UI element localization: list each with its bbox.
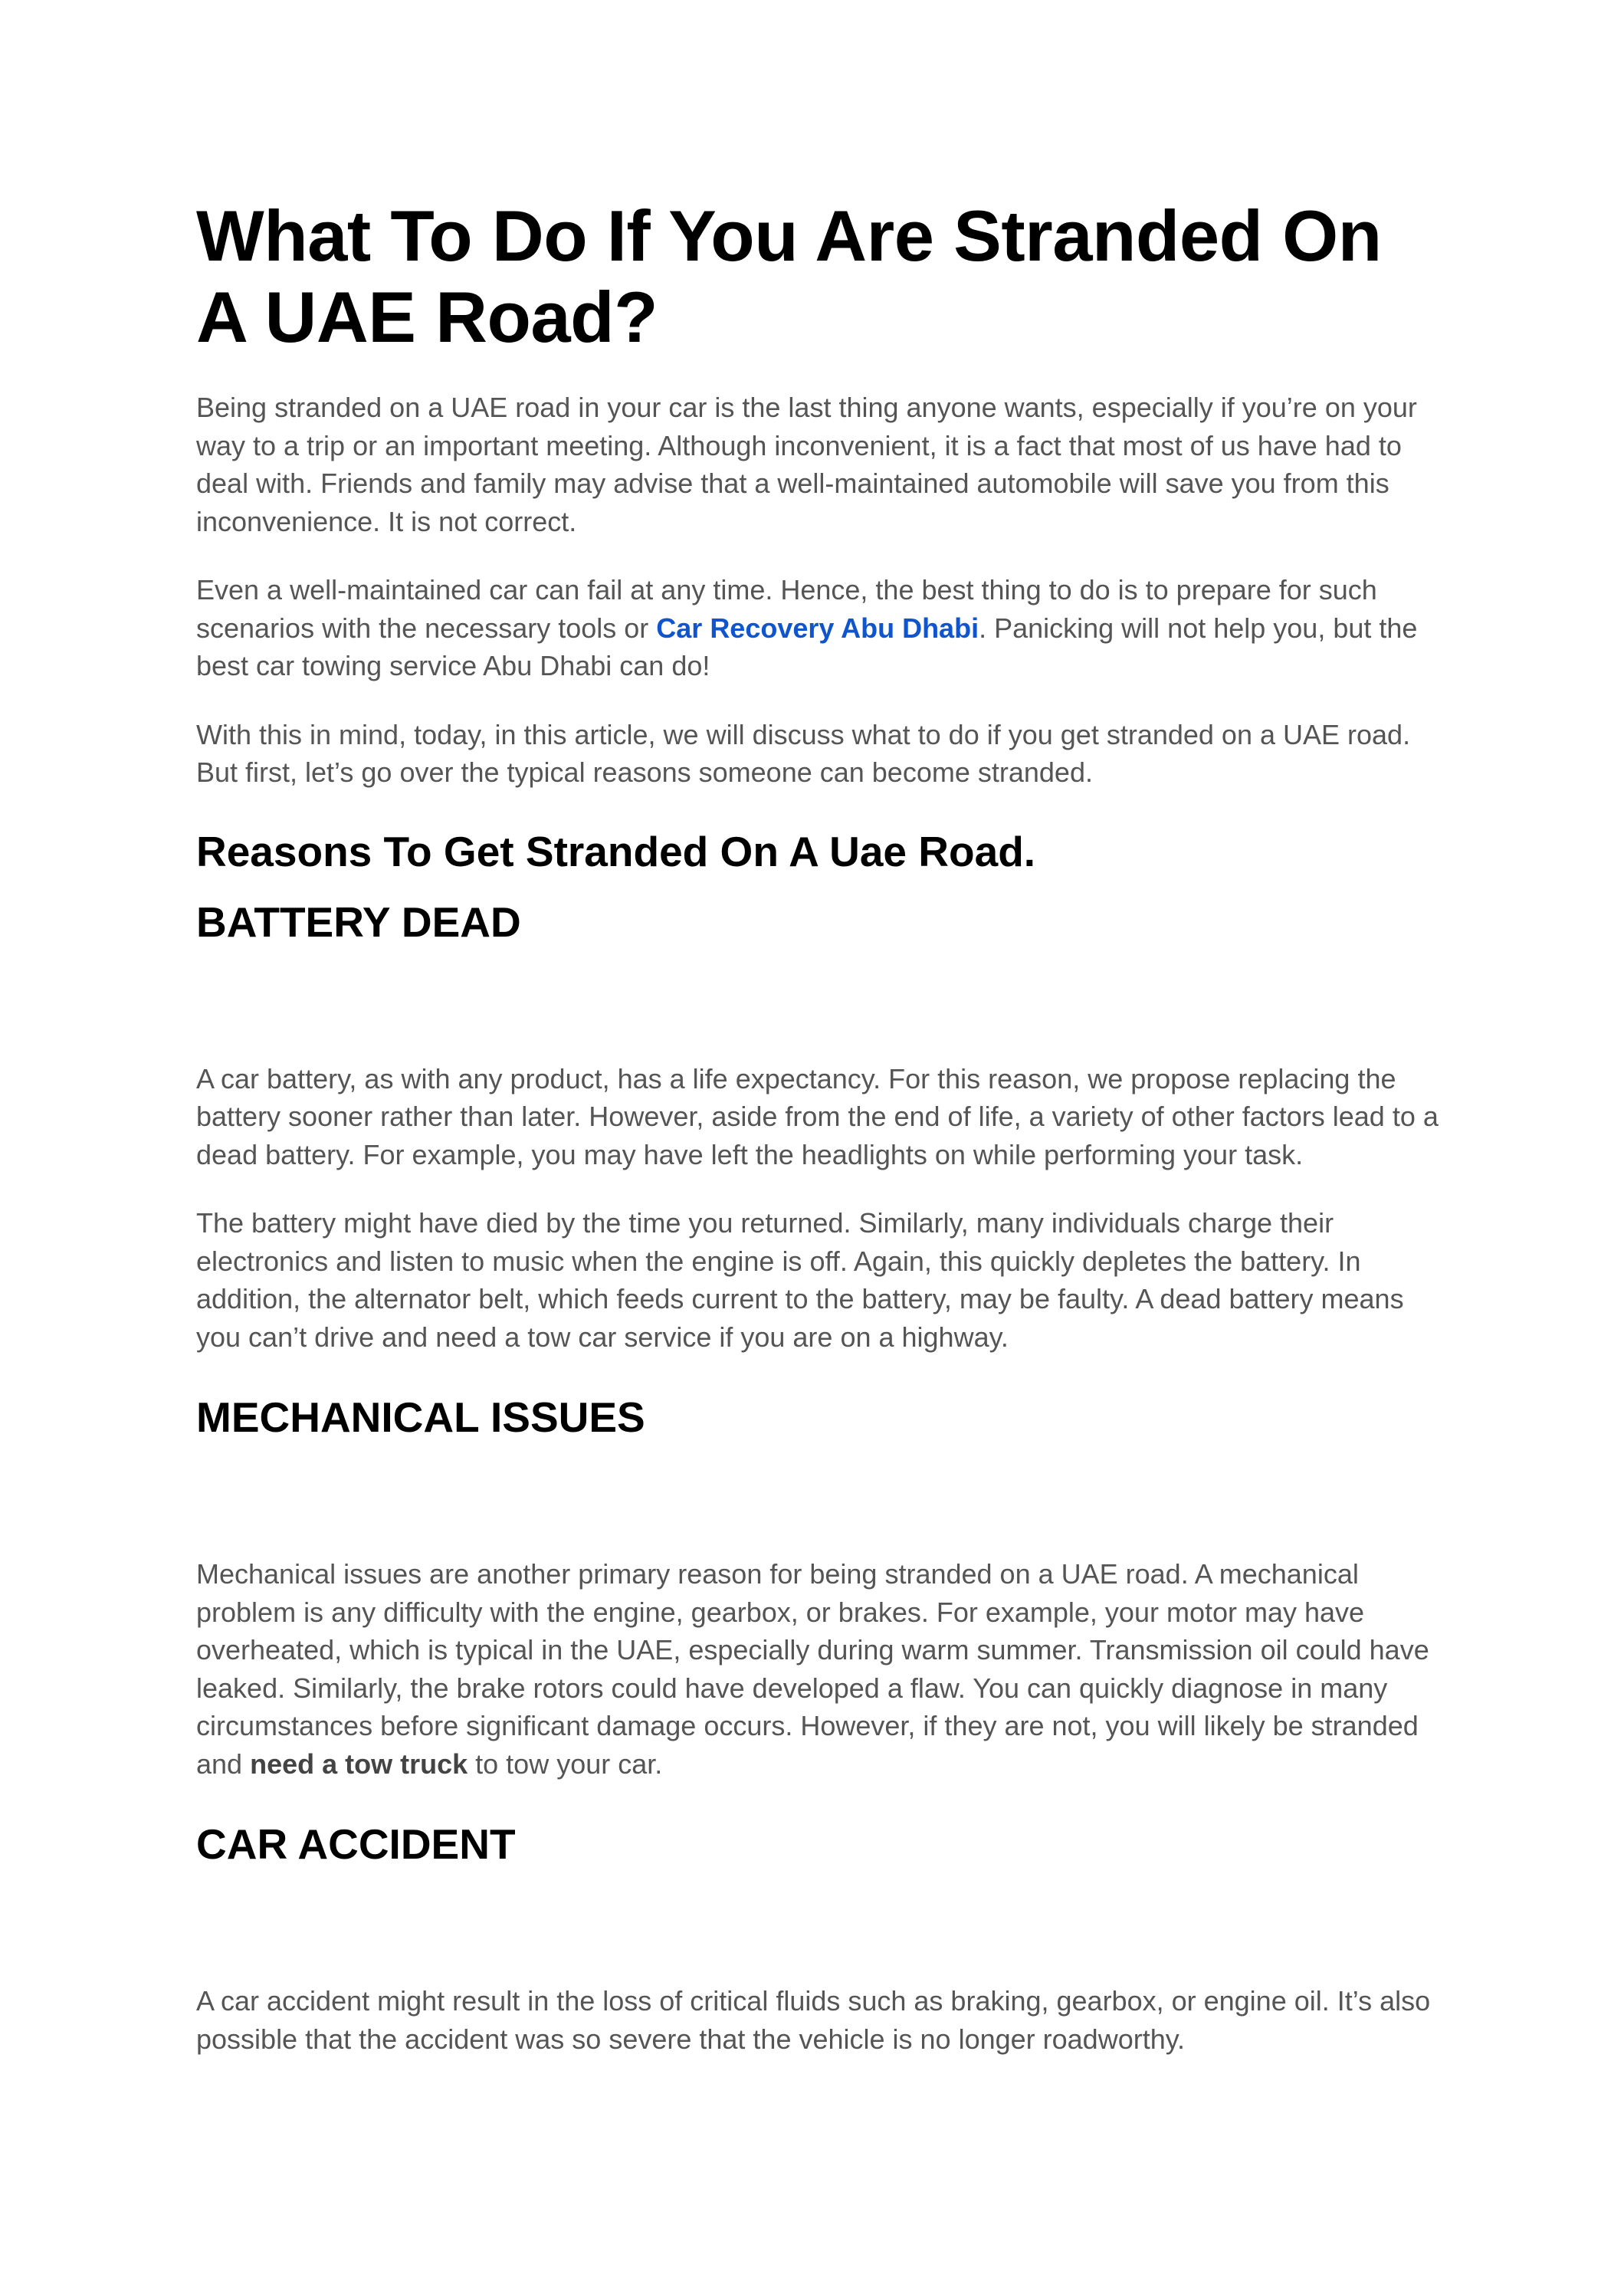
- intro-paragraph-2: [196, 571, 1442, 685]
- page-title: What To Do If You Are Stranded On A UAE Road?: [196, 195, 1382, 357]
- intro-paragraph-2-text-start: Even a well-maintained car can fail at any time. Hence, the best thing to do is to prepare for such scenarios with the necessary tools or: [196, 574, 1377, 644]
- battery-dead-heading: BATTERY DEAD: [196, 898, 521, 946]
- battery-paragraph-1: A car battery, as with any product, has a life expectancy. For this reason, we propose replacing the battery sooner rather than later. However, aside from the end of life, a variety of other factors lead to a dead battery. For example, you may have left the headlights on while performing your task.: [196, 1062, 1439, 1170]
- intro-paragraph-2-text-end: . Panicking will not help you, but the best car towing service Abu Dhabi can do!: [196, 612, 1418, 681]
- image-placeholder-space: [196, 947, 1442, 1060]
- reasons-heading: Reasons To Get Stranded On A Uae Road.: [196, 827, 1036, 875]
- car-recovery-abu-dhabi-link[interactable]: Car Recovery Abu Dhabi: [656, 612, 979, 644]
- mechanical-text-end: to tow your car.: [468, 1748, 663, 1780]
- intro-paragraph-1: Being stranded on a UAE road in your car is the last thing anyone wants, especially if you’re on your way to a trip or an important meeting. Although inconvenient, it is a fact that most of us have had to deal with. Friends and family may advise that a well-maintained automobile will save you from this inconvenience. It is not correct.: [196, 392, 1417, 537]
- mechanical-paragraph-1: [196, 1555, 1442, 1783]
- image-placeholder-space: [196, 1869, 1442, 1982]
- image-placeholder-space: [196, 1442, 1442, 1555]
- need-a-tow-truck-bold: need a tow truck: [250, 1748, 468, 1780]
- battery-paragraph-2: The battery might have died by the time you returned. Similarly, many individuals charge their electronics and listen to music when the engine is off. Again, this quickly depletes the battery. In addition, the alternator belt, which feeds current to the battery, may be faulty. A dead battery means you can’t drive and need a tow car service if you are on a highway.: [196, 1207, 1404, 1353]
- article-content: [196, 195, 1442, 2058]
- accident-paragraph-1: A car accident might result in the loss of critical fluids such as braking, gearbox, or engine oil. It’s also possible that the accident was so severe that the vehicle is no longer roadworthy.: [196, 1985, 1431, 2055]
- mechanical-issues-heading: MECHANICAL ISSUES: [196, 1393, 645, 1441]
- mechanical-text-start: Mechanical issues are another primary reason for being stranded on a UAE road. A mechanical problem is any difficulty with the engine, gearbox, or brakes. For example, your motor may have overheated, which is typical in the UAE, especially during warm summer. Transmission oil could have leaked. Similarly, the brake rotors could have developed a flaw. You can quickly diagnose in many circumstances before significant damage occurs. However, if they are not, you will likely be stranded and: [196, 1558, 1429, 1780]
- car-accident-heading: CAR ACCIDENT: [196, 1820, 516, 1868]
- intro-paragraph-3: With this in mind, today, in this article, we will discuss what to do if you get stranded on a UAE road. But first, let’s go over the typical reasons someone can become stranded.: [196, 718, 1411, 788]
